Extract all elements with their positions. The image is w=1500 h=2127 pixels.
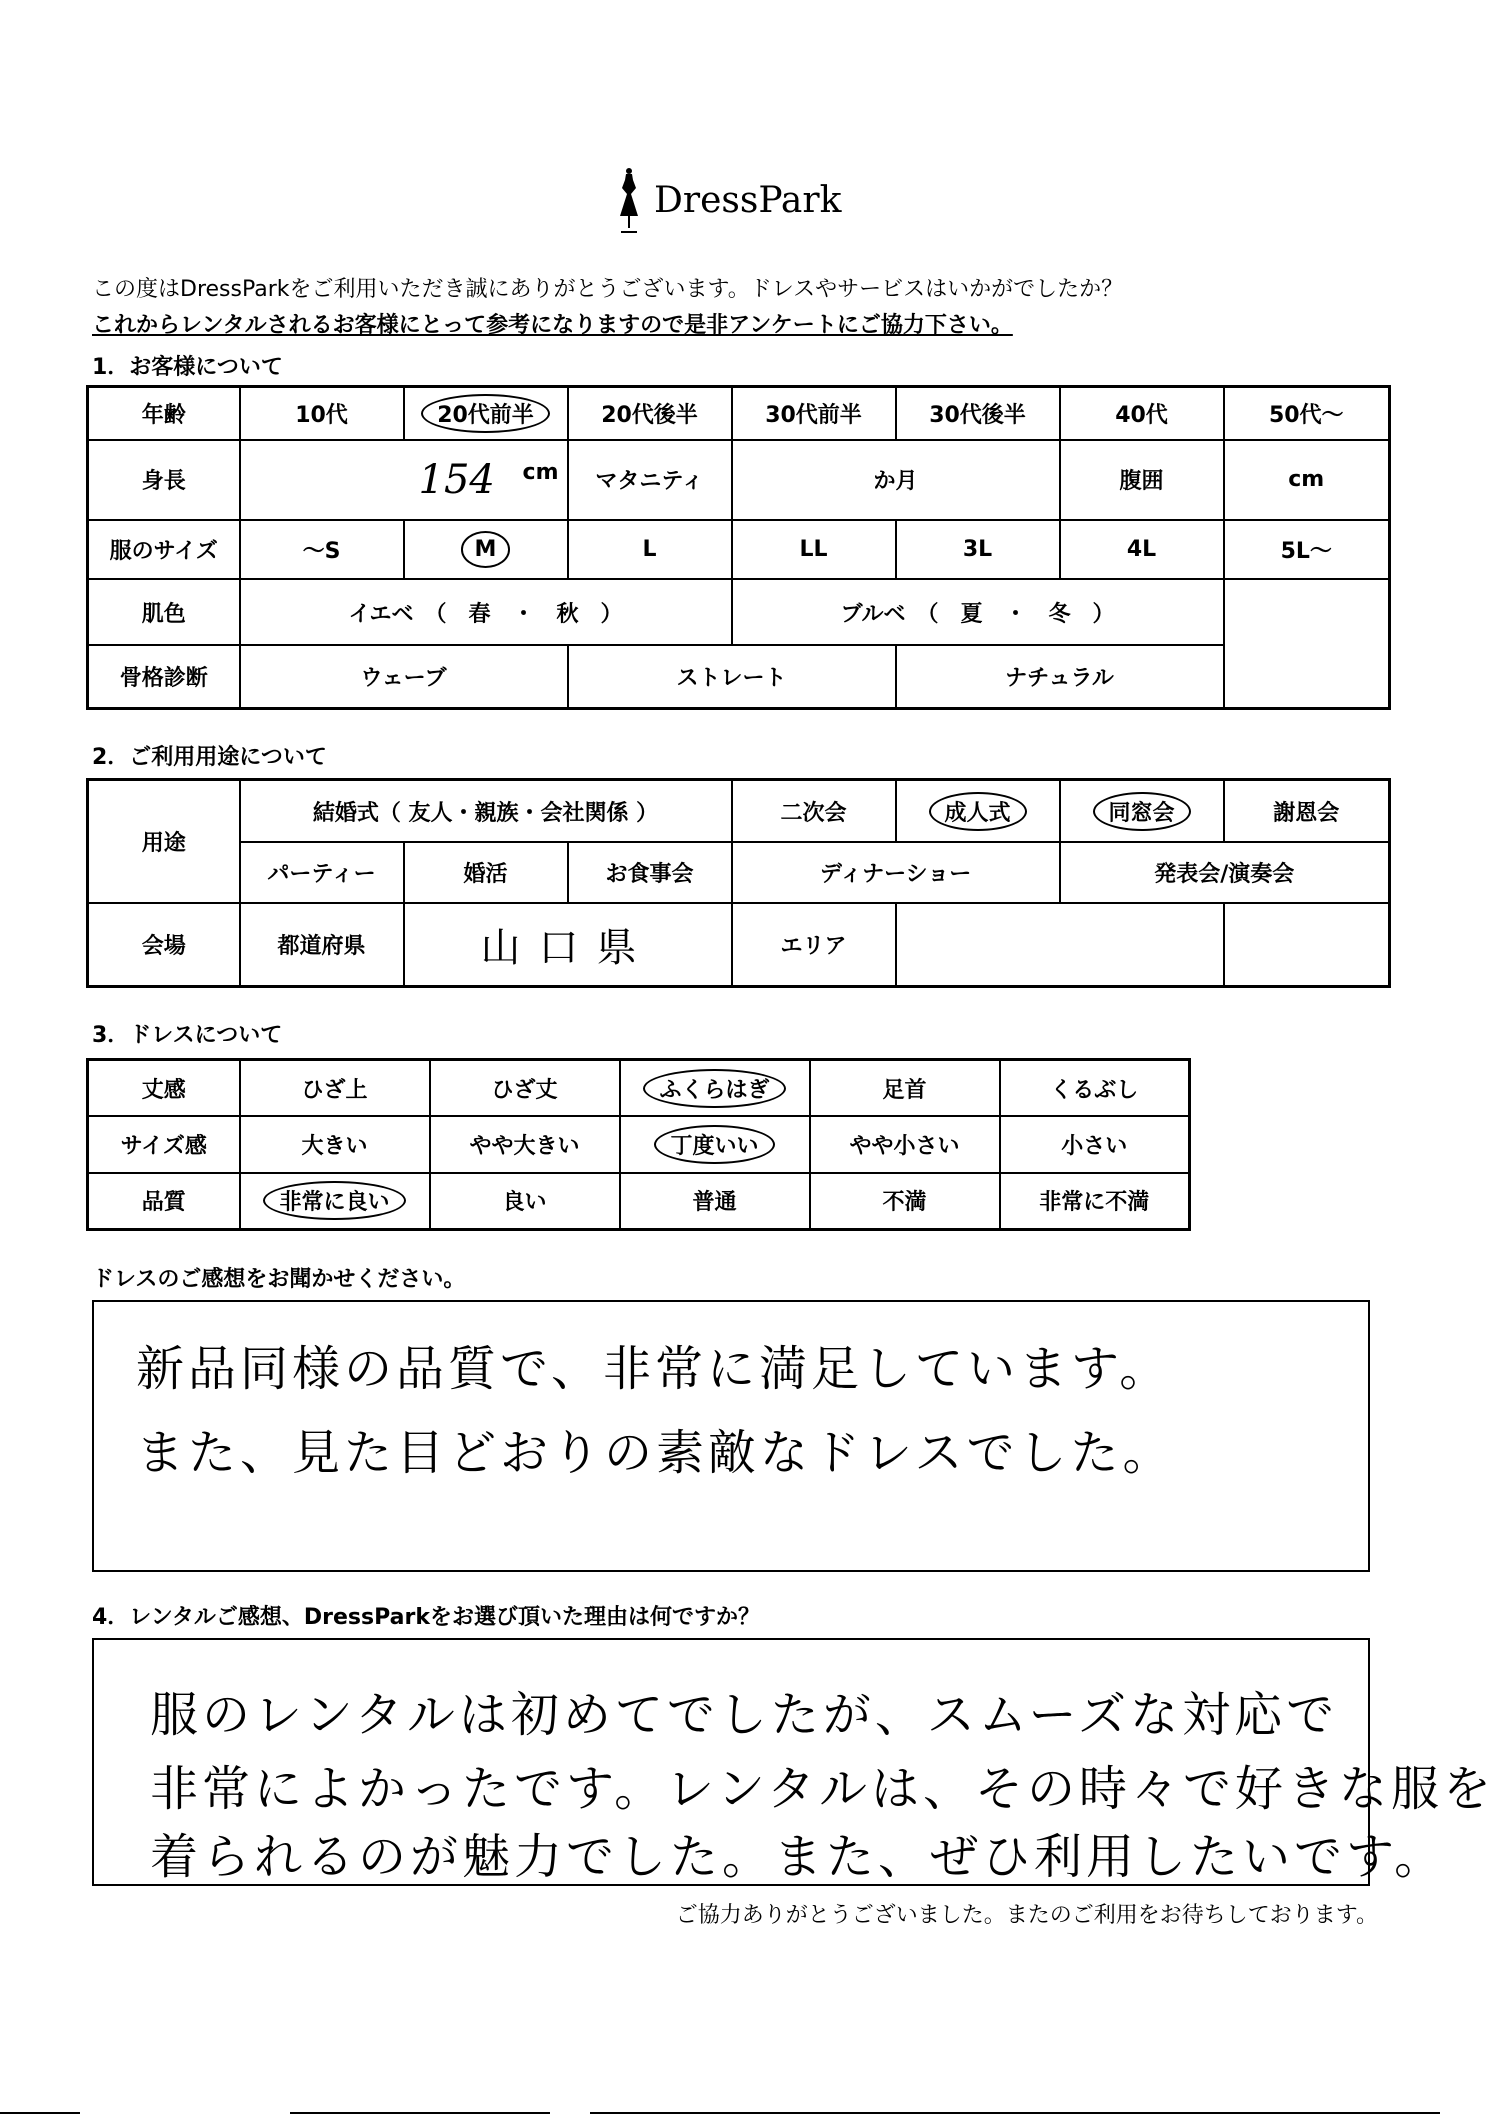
waist-field[interactable] (1224, 440, 1390, 520)
intro-request: これからレンタルされるお客様にとって参考になりますので是非アンケートにご協力下さい。 (92, 313, 1013, 338)
selection-circle: 非常に良い (263, 1181, 405, 1220)
size-option[interactable]: 4L (1060, 520, 1224, 579)
section3-title: 3．ドレスについて (92, 1023, 283, 1048)
maternity-unit: か月 (873, 469, 918, 495)
scan-edge-line (290, 2112, 550, 2114)
scan-edge-line (590, 2112, 1440, 2114)
height-unit: cm (522, 459, 559, 485)
length-option[interactable]: 足首 (810, 1060, 1000, 1117)
section2-title: 2．ご利用用途について (92, 745, 327, 770)
length-option[interactable]: くるぶし (1000, 1060, 1190, 1117)
usage-option[interactable]: 謝恩会 (1224, 780, 1390, 843)
prefecture-field[interactable] (404, 903, 732, 986)
rental-comment-line1: 服のレンタルは初めてでしたが、スムーズな対応で (150, 1687, 1339, 1743)
empty-cell (1224, 579, 1390, 645)
waist-label: 腹囲 (1060, 440, 1224, 520)
prefecture-value: 山口県 (480, 925, 655, 972)
fit-label: サイズ感 (88, 1116, 240, 1172)
frame-option[interactable]: ストレート (568, 645, 896, 709)
age-option[interactable]: 40代 (1060, 387, 1224, 440)
size-option-selected[interactable] (404, 520, 568, 579)
quality-option-selected[interactable] (240, 1173, 430, 1230)
usage-option-selected[interactable] (896, 780, 1060, 843)
frame-option[interactable]: ウェーブ (240, 645, 568, 709)
maternity-label: マタニティ (568, 440, 732, 520)
fit-option[interactable]: 小さい (1000, 1116, 1190, 1172)
fit-option[interactable]: やや小さい (810, 1116, 1000, 1172)
size-option[interactable]: LL (732, 520, 896, 579)
dress-comment-line2: また、見た目どおりの素敵なドレスでした。 (136, 1425, 1175, 1481)
age-option[interactable]: 20代後半 (568, 387, 732, 440)
empty-cell (1224, 903, 1390, 986)
size-row (88, 520, 1390, 579)
area-field[interactable] (896, 903, 1224, 986)
size-option[interactable]: 5L〜 (1224, 520, 1390, 579)
quality-option[interactable]: 良い (430, 1173, 620, 1230)
selection-circle: 丁度いい (654, 1125, 774, 1164)
age-option[interactable]: 30代前半 (732, 387, 896, 440)
usage-option[interactable]: ディナーショー (732, 842, 1060, 903)
dress-comment-box[interactable] (92, 1300, 1370, 1572)
size-label: 服のサイズ (88, 520, 240, 579)
usage-table (86, 778, 1391, 988)
usage-label: 用途 (88, 780, 240, 904)
age-label: 年齢 (88, 387, 240, 440)
waist-unit: cm (1288, 467, 1325, 493)
selection-circle: ふくらはぎ (643, 1069, 785, 1108)
length-option-selected[interactable] (620, 1060, 810, 1117)
dress-form-icon (614, 166, 644, 236)
fit-option[interactable]: 大きい (240, 1116, 430, 1172)
selection-circle: M (461, 531, 511, 568)
age-row (88, 387, 1390, 440)
frame-label: 骨格診断 (88, 645, 240, 709)
skin-label: 肌色 (88, 579, 240, 645)
area-label: エリア (732, 903, 896, 986)
size-option[interactable]: 〜S (240, 520, 404, 579)
usage-option-selected[interactable] (1060, 780, 1224, 843)
usage-option[interactable]: 婚活 (404, 842, 568, 903)
dress-comment-line1: 新品同様の品質で、非常に満足しています。 (136, 1341, 1172, 1397)
intro-text: この度はDressParkをご利用いただき誠にありがとうございます。ドレスやサービスはいかがでしたか？ (92, 277, 1124, 302)
usage-option[interactable]: パーティー (240, 842, 404, 903)
quality-option[interactable]: 普通 (620, 1173, 810, 1230)
fit-option-selected[interactable] (620, 1116, 810, 1172)
rental-comment-box[interactable] (92, 1638, 1496, 1886)
footer-thanks: ご協力ありがとうございました。またのご利用をお待ちしております。 (675, 1903, 1378, 1928)
length-option[interactable]: ひざ丈 (430, 1060, 620, 1117)
venue-label: 会場 (88, 903, 240, 986)
quality-label: 品質 (88, 1173, 240, 1230)
age-option[interactable]: 30代後半 (896, 387, 1060, 440)
length-row (88, 1060, 1190, 1117)
frame-row (88, 645, 1390, 709)
fit-option[interactable]: やや大きい (430, 1116, 620, 1172)
venue-row (88, 903, 1390, 986)
body-row (88, 440, 1390, 520)
frame-option[interactable]: ナチュラル (896, 645, 1224, 709)
skin-blue[interactable]: ブルベ （ 夏 ・ 冬 ） (732, 579, 1224, 645)
height-value: 154 (418, 456, 495, 503)
skin-yellow[interactable]: イエベ （ 春 ・ 秋 ） (240, 579, 732, 645)
quality-row (88, 1173, 1190, 1230)
size-option[interactable]: 3L (896, 520, 1060, 579)
usage-option[interactable]: 二次会 (732, 780, 896, 843)
prefecture-label: 都道府県 (240, 903, 404, 986)
dress-comment-prompt: ドレスのご感想をお聞かせください。 (92, 1267, 466, 1292)
skin-row (88, 579, 1390, 645)
length-option[interactable]: ひざ上 (240, 1060, 430, 1117)
selection-circle: 成人式 (929, 792, 1027, 831)
quality-option[interactable]: 非常に不満 (1000, 1173, 1190, 1230)
rental-comment-line2: 非常によかったです。レンタルは、その時々で好きな服を (150, 1761, 1496, 1817)
age-option[interactable]: 50代〜 (1224, 387, 1390, 440)
size-option[interactable]: L (568, 520, 732, 579)
section4-title: 4．レンタルご感想、DressParkをお選び頂いた理由は何ですか？ (92, 1605, 760, 1630)
height-field[interactable] (240, 440, 568, 520)
brand-name: DressPark (654, 180, 842, 221)
usage-option[interactable]: 発表会/演奏会 (1060, 842, 1390, 903)
dress-table (86, 1058, 1191, 1231)
age-option[interactable]: 10代 (240, 387, 404, 440)
quality-option[interactable]: 不満 (810, 1173, 1000, 1230)
height-label: 身長 (88, 440, 240, 520)
rental-comment-line3: 着られるのが魅力でした。また、ぜひ利用したいです。 (150, 1829, 1447, 1885)
age-option-selected[interactable] (404, 387, 568, 440)
customer-table (86, 385, 1391, 710)
scan-edge-line (0, 2112, 80, 2114)
length-label: 丈感 (88, 1060, 240, 1117)
fit-row (88, 1116, 1190, 1172)
usage-row-1 (88, 780, 1390, 843)
dresspark-logo (614, 166, 854, 246)
section1-title: 1．お客様について (92, 355, 283, 380)
maternity-field[interactable] (732, 440, 1060, 520)
usage-option[interactable]: 結婚式（ 友人・親族・会社関係 ） (240, 780, 732, 843)
selection-circle: 20代前半 (421, 394, 550, 433)
usage-option[interactable]: お食事会 (568, 842, 732, 903)
empty-cell (1224, 645, 1390, 709)
selection-circle: 同窓会 (1093, 792, 1191, 831)
usage-row-2 (88, 842, 1390, 903)
